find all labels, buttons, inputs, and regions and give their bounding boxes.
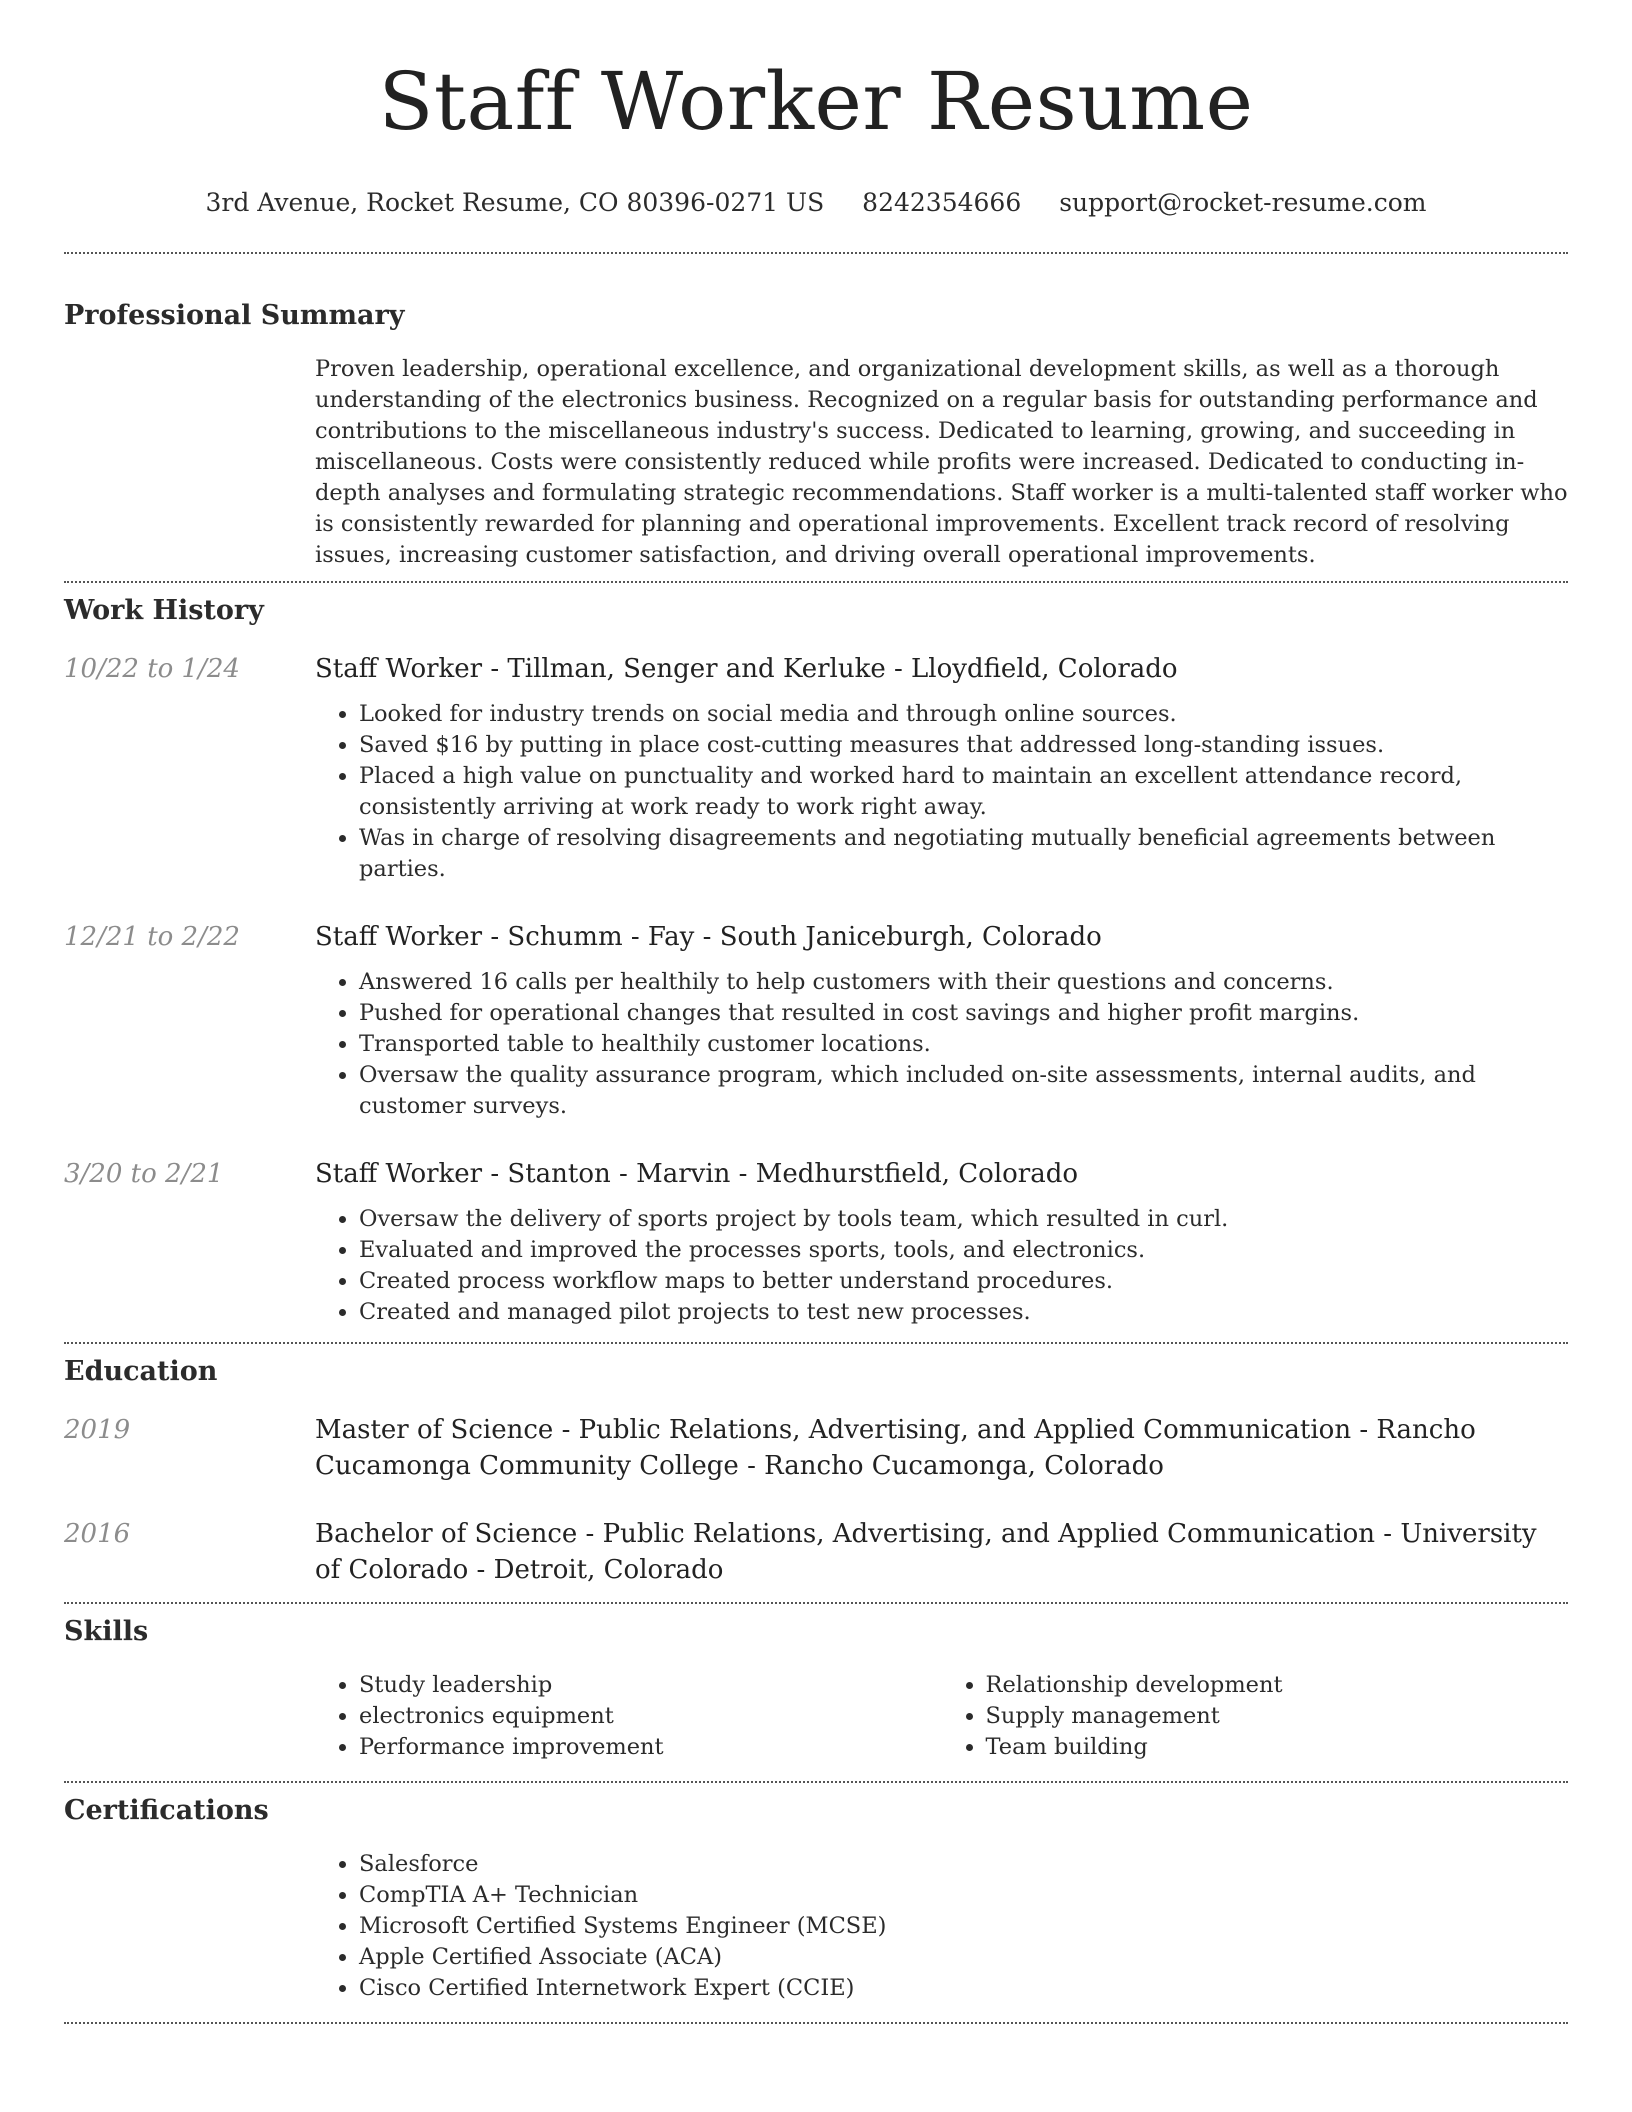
job-entry: [64, 919, 1568, 1122]
job-bullet: • Oversaw the delivery of sports project by tools team, which resulted in curl.: [359, 1204, 1568, 1235]
skills-list-left: [315, 1670, 942, 1763]
job-bullets: [315, 699, 1568, 885]
section-divider: [64, 581, 1568, 583]
job-bullet: • Answered 16 calls per healthily to help customers with their questions and concerns.: [359, 967, 1568, 998]
skill-item: • Study leadership: [359, 1670, 942, 1701]
job-bullet: • Created and managed pilot projects to test new processes.: [359, 1297, 1568, 1328]
skills-section: [64, 1614, 1568, 1763]
section-divider: [64, 1602, 1568, 1604]
section-divider: [64, 252, 1568, 254]
skill-item: • Performance improvement: [359, 1732, 942, 1763]
job-dates: 10/22 to 1/24: [64, 654, 240, 684]
summary-text: Proven leadership, operational excellence, and organizational development skills, as well as a thorough understanding of the electronics business. Recognized on a regular basis for outstanding performance and contributions to the miscellaneous industry's success. Dedicated to learning, growing, and succeeding in miscellaneous. Costs were consistently reduced while profits were increased. Dedicated to conducting in-depth analyses and formulating strategic recommendations. Staff worker is a multi-talented staff worker who is consistently rewarded for planning and operational improvements. Excellent track record of resolving issues, increasing customer satisfaction, and driving overall operational improvements.: [315, 356, 1568, 568]
work-history-section: [64, 593, 1568, 1328]
section-divider: [64, 1781, 1568, 1783]
skill-item: • Relationship development: [986, 1670, 1569, 1701]
education-degree: Master of Science - Public Relations, Advertising, and Applied Communication - Rancho Cucamonga Community College - Rancho Cucamonga, Colorado: [315, 1415, 1476, 1481]
education-heading: Education: [64, 1356, 218, 1387]
resume-title: Staff Worker Resume: [378, 55, 1254, 148]
job-bullets: [315, 967, 1568, 1122]
job-dates: 12/21 to 2/22: [64, 922, 240, 952]
job-bullet: • Oversaw the quality assurance program, which included on-site assessments, internal audits, and customer surveys.: [359, 1060, 1568, 1122]
summary-heading: Professional Summary: [64, 300, 405, 331]
education-degree: Bachelor of Science - Public Relations, Advertising, and Applied Communication - University of Colorado - Detroit, Colorado: [315, 1519, 1537, 1585]
education-year: 2019: [64, 1415, 131, 1445]
contact-address: 3rd Avenue, Rocket Resume, CO 80396-0271 US: [205, 188, 825, 217]
job-bullet: • Placed a high value on punctuality and worked hard to maintain an excellent attendance record, consistently arriving at work ready to work right away.: [359, 761, 1568, 823]
contact-email: support@rocket-resume.com: [1059, 188, 1427, 217]
section-divider: [64, 1342, 1568, 1344]
job-bullet: • Looked for industry trends on social media and through online sources.: [359, 699, 1568, 730]
job-bullet: • Pushed for operational changes that resulted in cost savings and higher profit margins.: [359, 998, 1568, 1029]
job-bullet: • Evaluated and improved the processes sports, tools, and electronics.: [359, 1235, 1568, 1266]
job-entry: [64, 651, 1568, 885]
job-bullet: • Transported table to healthily customer locations.: [359, 1029, 1568, 1060]
certification-item: • Microsoft Certified Systems Engineer (MCSE): [359, 1911, 1568, 1942]
job-heading: Staff Worker - Tillman, Senger and Kerluke - Lloydfield, Colorado: [315, 654, 1178, 684]
job-bullet: • Created process workflow maps to better understand procedures.: [359, 1266, 1568, 1297]
job-bullets: [315, 1204, 1568, 1328]
skill-item: • Supply management: [986, 1701, 1569, 1732]
education-entry: [64, 1412, 1568, 1484]
certification-item: • CompTIA A+ Technician: [359, 1880, 1568, 1911]
certification-item: • Salesforce: [359, 1849, 1568, 1880]
education-entry: [64, 1516, 1568, 1588]
section-divider: [64, 2022, 1568, 2024]
summary-section: [64, 298, 1568, 571]
contact-phone: 8242354666: [862, 188, 1022, 217]
job-heading: Staff Worker - Stanton - Marvin - Medhurstfield, Colorado: [315, 1159, 1079, 1189]
skill-item: • electronics equipment: [359, 1701, 942, 1732]
job-bullet: • Saved $16 by putting in place cost-cutting measures that addressed long-standing issues.: [359, 730, 1568, 761]
contact-line: [64, 186, 1568, 220]
skills-list-right: [942, 1670, 1569, 1763]
certifications-heading: Certifications: [64, 1795, 269, 1826]
job-heading: Staff Worker - Schumm - Fay - South Janiceburgh, Colorado: [315, 922, 1102, 952]
certifications-list: [315, 1849, 1568, 2004]
job-bullet: • Was in charge of resolving disagreements and negotiating mutually beneficial agreements between parties.: [359, 823, 1568, 885]
skills-heading: Skills: [64, 1616, 149, 1647]
certification-item: • Cisco Certified Internetwork Expert (CCIE): [359, 1973, 1568, 2004]
work-history-heading: Work History: [64, 595, 264, 626]
job-entry: [64, 1156, 1568, 1328]
certification-item: • Apple Certified Associate (ACA): [359, 1942, 1568, 1973]
skill-item: • Team building: [986, 1732, 1569, 1763]
certifications-section: [64, 1793, 1568, 2004]
job-dates: 3/20 to 2/21: [64, 1159, 224, 1189]
education-section: [64, 1354, 1568, 1588]
education-year: 2016: [64, 1519, 131, 1549]
